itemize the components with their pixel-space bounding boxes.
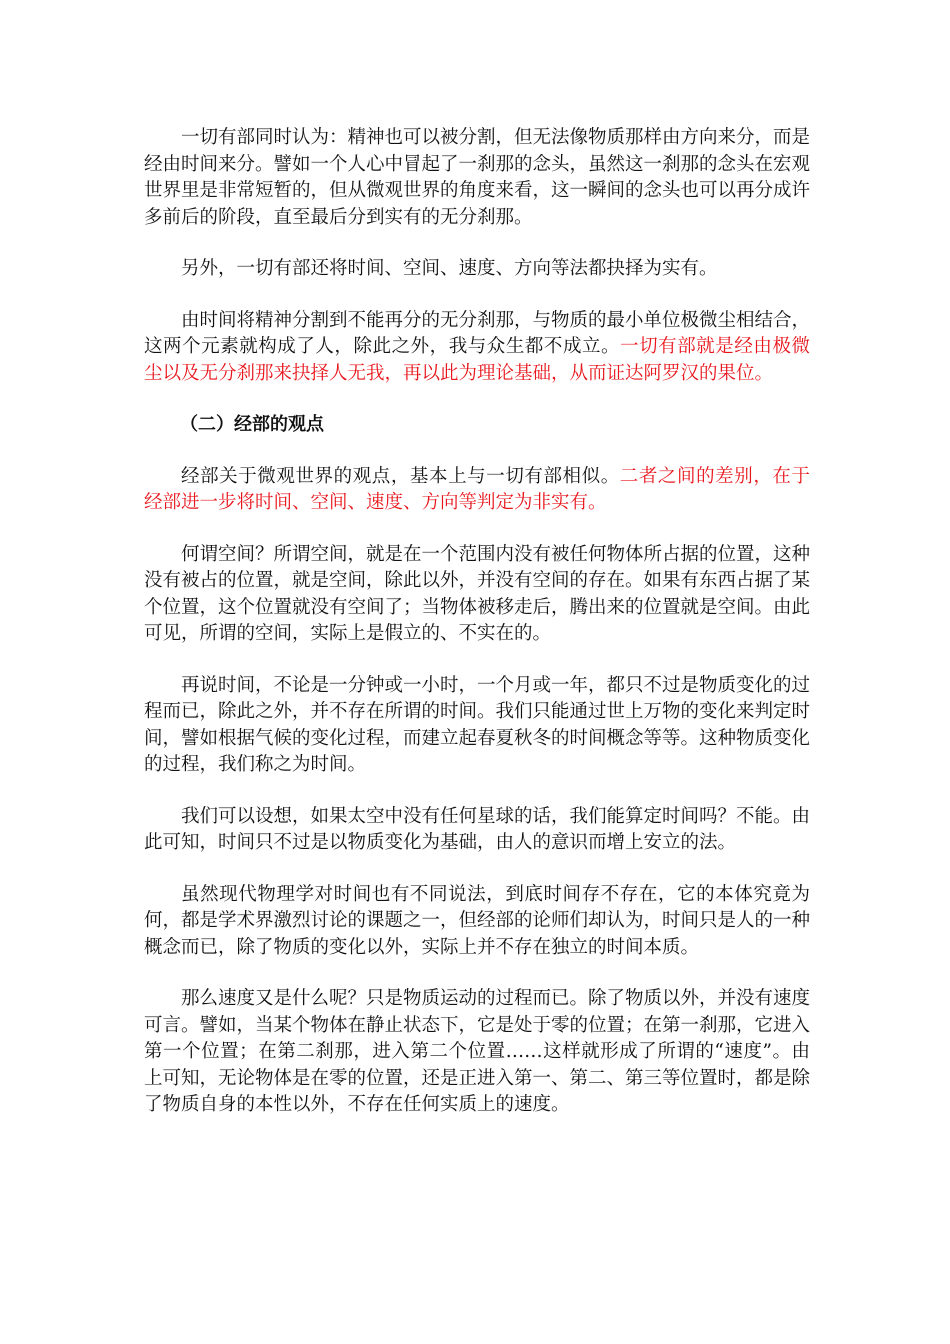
paragraph-text: 再说时间，不论是一分钟或一小时，一个月或一年，都只不过是物质变化的过程而已，除此之外，并不存在所谓的时间。我们只能通过世上万物的变化来判定时间，譬如根据气候的变化过程，而建立起春夏秋冬的时间概念等等。这种物质变化的过程，我们称之为时间。 <box>144 674 811 775</box>
document-page <box>144 125 810 1144</box>
paragraph-space <box>144 542 810 648</box>
paragraph-sarvastivada-mind-division <box>144 125 810 231</box>
paragraph-sarvastivada-real-dharmas <box>144 256 810 283</box>
paragraph-text: 那么速度又是什么呢？只是物质运动的过程而已。除了物质以外，并没有速度可言。譬如，当某个物体在静止状态下，它是处于零的位置；在第一刹那，它进入第一个位置；在第二刹那，进入第二个位置……这样就形成了所谓的“速度”。由上可知，无论物体是在零的位置，还是正进入第一、第二、第三等位置时，都是除了物质自身的本性以外，不存在任何实质上的速度。 <box>144 988 811 1115</box>
paragraph-text: 一切有部同时认为：精神也可以被分割，但无法像物质那样由方向来分，而是经由时间来分。譬如一个人心中冒起了一刹那的念头，虽然这一刹那的念头在宏观世界里是非常短暂的，但从微观世界的角度来看，这一瞬间的念头也可以再分成许多前后的阶段，直至最后分到实有的无分刹那。 <box>144 127 811 228</box>
paragraph-modern-physics <box>144 882 810 962</box>
paragraph-sarvastivada-selflessness <box>144 308 810 388</box>
paragraph-time-thought-experiment <box>144 804 810 857</box>
paragraph-text: 何谓空间？所谓空间，就是在一个范围内没有被任何物体所占据的位置，这种没有被占的位置，就是空间，除此以外，并没有空间的存在。如果有东西占据了某个位置，这个位置就没有空间了；当物体被移走后，腾出来的位置就是空间。由此可见，所谓的空间，实际上是假立的、不实在的。 <box>144 543 811 644</box>
highlighted-text: 二者之间的差别，在于经部进一步将时间、空间、速度、方向等判定为非实有。 <box>144 465 810 513</box>
paragraph-text: 经部关于微观世界的观点，基本上与一切有部相似。 <box>181 465 620 487</box>
paragraph-text: 我们可以设想，如果太空中没有任何星球的话，我们能算定时间吗？不能。由此可知，时间只不过是以物质变化为基础，由人的意识而增上安立的法。 <box>144 805 811 853</box>
paragraph-text: 由时间将精神分割到不能再分的无分刹那，与物质的最小单位极微尘相结合，这两个元素就构成了人，除此之外，我与众生都不成立。 <box>144 309 811 357</box>
paragraph-sautrantika-view <box>144 464 810 517</box>
section-heading: （二）经部的观点 <box>180 414 324 435</box>
paragraph-speed <box>144 986 810 1119</box>
paragraph-time <box>144 673 810 779</box>
paragraph-text: 虽然现代物理学对时间也有不同说法，到底时间存不存在，它的本体究竟为何，都是学术界激烈讨论的课题之一，但经部的论师们却认为，时间只是人的一种概念而已，除了物质的变化以外，实际上并不存在独立的时间本质。 <box>144 883 811 958</box>
highlighted-text: 一切有部就是经由极微尘以及无分刹那来抉择人无我，再以此为理论基础，从而证达阿罗汉的果位。 <box>144 336 810 384</box>
paragraph-text: 另外，一切有部还将时间、空间、速度、方向等法都抉择为实有。 <box>181 258 718 279</box>
